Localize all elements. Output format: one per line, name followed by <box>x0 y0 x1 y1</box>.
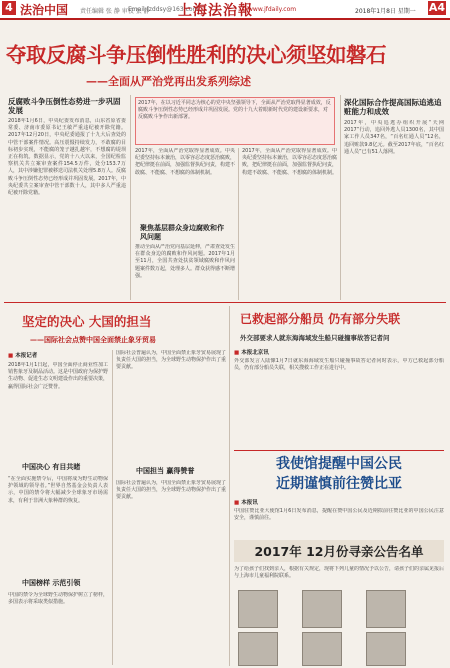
ivory-headline: 坚定的决心 大国的担当 <box>22 314 152 329</box>
zambia-text: 中国驻赞比亚大使馆1月6日发布消息，提醒在赞中国公民及近期拟前往赞比亚的中国公民注意安全，谨慎前往。 <box>234 508 444 522</box>
issue-date: 2018年1月8日 星期一 <box>355 8 416 15</box>
child-photo <box>366 590 406 628</box>
main-subhead: ——全面从严治党再出发系列综述 <box>86 75 251 88</box>
editor-note-box: 2017年，在以习近平同志为核心的党中央坚强领导下，全面从严治党取得显著成效，反腐败斗争压倒性态势已经形成并巩固发展。党的十九大着眼新时代党的建设新要求，对反腐败斗争作出新部署。 <box>135 97 335 145</box>
child-photo <box>302 590 342 628</box>
ivory-mid-text2: 国际社会普遍认为，中国全面禁止象牙贸易展现了负责任大国的担当，为全球野生动物保护作出了重要贡献。 <box>116 480 226 501</box>
zambia-byline: ■ 本报讯 <box>234 498 258 506</box>
ivory-text: 2018年1月1日起，中国全面停止商业性加工销售象牙及制品活动。这是中国政府为保护野生动物、促进生态文明建设作出的重要决策，赢得国际社会广泛赞誉。 <box>8 362 108 390</box>
ivory-mid-text: 国际社会普遍认为，中国全面禁止象牙贸易展现了负责任大国的担当，为全球野生动物保护作出了重要贡献。 <box>116 350 226 371</box>
col1-text: 2018年1月6日，中央纪委发布消息，山东省原省委常委、济南市委原书记王敏严重违纪被开除党籍。2017年12月20日，中央纪委通报了十九大后查处的中管干部案件情况。高压震慑持续发力，不敢腐的目标初步实现，不能腐的笼子越扎越牢，不想腐的堤坝正在构筑。数据显示，党的十八大以来，全国纪检监察机关共立案审查案件154.5万件，处分153.7万人，其中涉嫌犯罪被移送司法机关处理5.8万人。反腐败斗争压倒性态势已经形成并巩固发展。2017年，中央纪委共立案审查中管干部数十人，其中多人严重违纪被开除党籍。 <box>8 118 126 197</box>
zambia-headline-1: 我使馆提醒中国公民 <box>276 456 402 472</box>
child-photo <box>238 632 278 666</box>
child-photo <box>238 590 278 628</box>
ship-headline: 已救起部分船员 仍有部分失联 <box>240 312 401 326</box>
ship-byline: ■ 本报北京讯 <box>234 348 269 356</box>
col3-text: 2017年，中央追逃办组织开展“天网2017”行动，追回外逃人员1300名，其中国家工作人员347名，“百名红通人员”12名，追回赃款9.8亿元。截至2017年底，“百名红通人员”已有51人落网。 <box>344 120 444 155</box>
ivory-subtitle: ——国际社会点赞中国全面禁止象牙贸易 <box>30 336 156 344</box>
masthead-logo: 上海法治報 <box>178 3 253 19</box>
ivory-byline: ■ 本报记者 <box>8 351 37 359</box>
page-header <box>0 0 450 20</box>
page-number-badge: 4 <box>2 1 16 15</box>
ivory-text3: 中国的禁令为全球野生动物保护树立了榜样，多国表示将采取类似措施。 <box>8 592 108 606</box>
notice-text: 为了给孩子们找到亲人，根据有关规定，现将下列儿童的情况予以公告，请孩子们的亲属见报后与上海市儿童福利院联系。 <box>234 566 444 580</box>
column-divider <box>130 95 131 300</box>
ship-subtitle: 外交部要求人就东海海域发生船只碰撞事故答记者问 <box>240 334 390 342</box>
column-divider <box>238 148 239 300</box>
page-label: A4 <box>428 1 446 14</box>
ivory-mid-sub: 中国担当 赢得赞誉 <box>136 467 195 475</box>
col3-left-text: 2017年，全面从严治党取得显著成效。中央纪委坚持标本兼治，以零容忍态度惩治腐败，把纪律挺在前面，加强监督执纪问责，构建不敢腐、不能腐、不想腐的体制机制。 <box>242 148 337 176</box>
ivory-text2: “在全面实施禁令后，中国将成为野生动物保护领域的领导者。”世界自然基金会负责人表示，中国的禁令将大幅减少全球象牙市场需求，有利于非洲大象种群的恢复。 <box>8 476 108 504</box>
ivory-sub2: 中国榜样 示范引领 <box>22 579 81 587</box>
ship-text: 外交部发言人陆慷1月7日就东海海域发生船只碰撞事故答记者问时表示，中方已救起部分船员，仍有部分船员失联，相关搜救工作正在进行中。 <box>234 358 444 372</box>
child-photo <box>366 632 406 666</box>
col2-text: 推动全面从严治党向基层延伸，严肃查处发生在群众身边的腐败和作风问题。2017年1月至11月，全国共查处扶贫领域腐败和作风问题案件数万起，处理多人。群众获得感不断增强。 <box>135 244 235 279</box>
email: Email:fzddsy@163.com <box>128 6 199 13</box>
zambia-headline-2: 近期谨慎前往赞比亚 <box>276 476 402 492</box>
section-divider <box>234 450 444 451</box>
col3-title: 深化国际合作提高国际追逃追赃能力和成效 <box>344 98 442 116</box>
main-headline: 夺取反腐斗争压倒性胜利的决心须坚如磐石 <box>6 43 386 67</box>
column-divider <box>340 95 341 300</box>
website-url[interactable]: www.jfdaily.com <box>248 6 297 13</box>
col2-intro-text: 2017年，全面从严治党取得显著成效。中央纪委坚持标本兼治，以零容忍态度惩治腐败，把纪律挺在前面，加强监督执纪问责，构建不敢腐、不能腐、不想腐的体制机制。 <box>135 148 235 176</box>
child-photo <box>302 632 342 666</box>
column-divider <box>229 306 230 666</box>
col1-title: 反腐败斗争压倒性态势进一步巩固发展 <box>8 97 121 115</box>
column-divider <box>112 350 113 665</box>
notice-title: 2017年 12月份寻亲公告名单 <box>254 544 424 559</box>
section-divider <box>4 302 446 303</box>
col2-title: 聚焦基层群众身边腐败和作风问题 <box>140 224 224 241</box>
editor-line: 责任编辑 张 静 审校 张 静 <box>80 8 150 15</box>
section-title: 法治中国 <box>20 3 69 17</box>
ivory-sub1: 中国决心 有目共睹 <box>22 463 81 471</box>
